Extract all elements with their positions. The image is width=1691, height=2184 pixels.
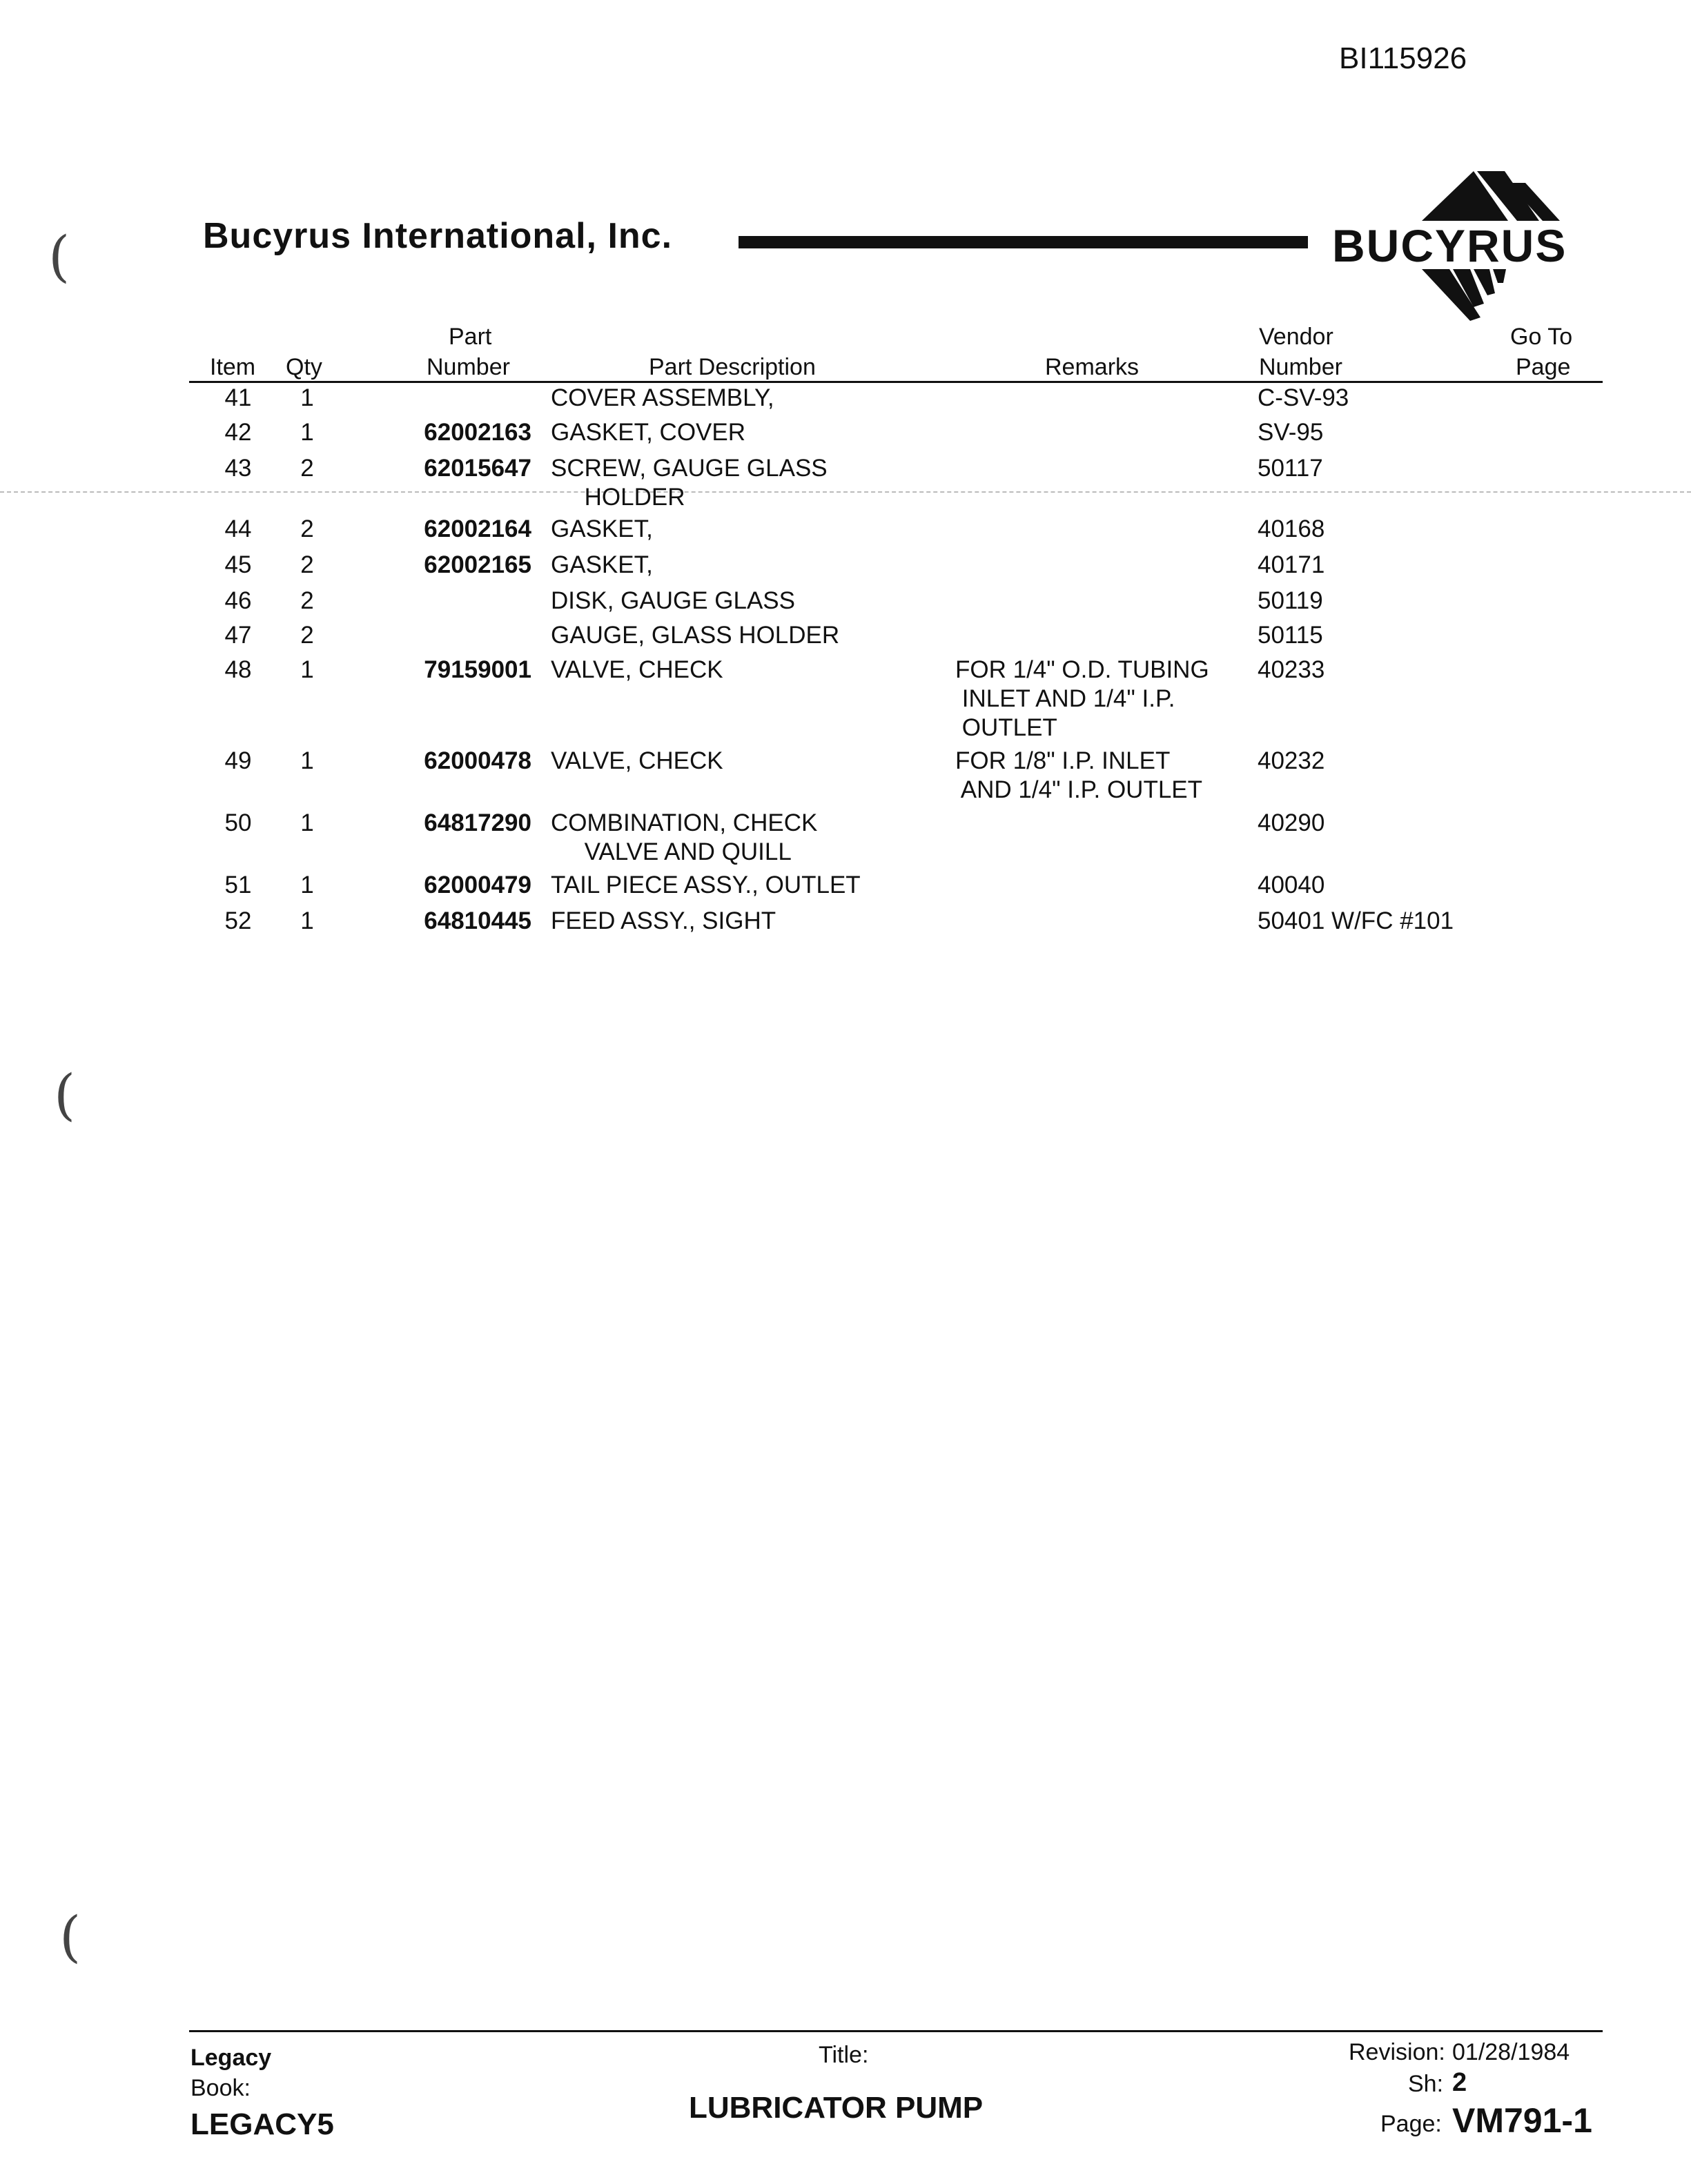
row-part-number: 79159001 — [424, 656, 531, 683]
row-vendor-number: 40040 — [1258, 872, 1325, 898]
footer-revision-label: Revision: — [1349, 2039, 1445, 2065]
row-qty: 1 — [300, 872, 314, 898]
row-item: 48 — [224, 656, 252, 683]
row-vendor-number: C-SV-93 — [1258, 384, 1349, 411]
row-description: VALVE, CHECK — [551, 747, 723, 774]
row-part-number: 64810445 — [424, 907, 531, 934]
col-header-goto-bottom: Page — [1516, 354, 1571, 380]
row-part-number: 62000478 — [424, 747, 531, 774]
row-description: GASKET, — [551, 551, 653, 578]
footer-rule — [189, 2030, 1603, 2032]
row-description: SCREW, GAUGE GLASS HOLDER — [551, 455, 828, 511]
row-part-number: 62000479 — [424, 872, 531, 898]
row-vendor-number: SV-95 — [1258, 419, 1324, 446]
punch-hole-mark: ( — [59, 1905, 81, 1969]
row-description: GASKET, — [551, 515, 653, 542]
row-item: 51 — [224, 872, 252, 898]
row-vendor-number: 40232 — [1258, 747, 1325, 774]
logo-wordmark: BUCYRUS — [1332, 220, 1567, 271]
row-vendor-number: 40233 — [1258, 656, 1325, 683]
row-qty: 2 — [300, 622, 314, 649]
row-qty: 1 — [300, 656, 314, 683]
footer-book-value: LEGACY5 — [190, 2107, 334, 2141]
row-part-number: 64817290 — [424, 809, 531, 836]
col-header-part-top: Part — [449, 324, 492, 350]
row-description: VALVE, CHECK — [551, 656, 723, 683]
row-item: 42 — [224, 419, 252, 446]
row-part-number: 62002165 — [424, 551, 531, 578]
row-item: 41 — [224, 384, 252, 411]
row-part-number: 62002163 — [424, 419, 531, 446]
col-header-remarks: Remarks — [1045, 354, 1140, 380]
row-remarks: FOR 1/8" I.P. INLET AND 1/4" I.P. OUTLET — [955, 747, 1203, 803]
row-qty: 2 — [300, 587, 314, 614]
row-part-number: 62002164 — [424, 515, 531, 542]
row-item: 43 — [224, 455, 252, 482]
row-vendor-number: 50119 — [1258, 587, 1323, 614]
footer-page-value: VM791-1 — [1452, 2101, 1592, 2140]
row-description: TAIL PIECE ASSY., OUTLET — [551, 872, 861, 898]
row-qty: 1 — [300, 384, 314, 411]
col-header-vendor-top: Vendor — [1259, 324, 1333, 350]
col-header-goto-top: Go To — [1510, 324, 1573, 350]
row-qty: 2 — [300, 515, 314, 542]
row-item: 52 — [224, 907, 252, 934]
col-header-part-bottom: Number — [427, 354, 510, 380]
row-item: 45 — [224, 551, 252, 578]
col-header-vendor-bottom: Number — [1259, 354, 1342, 380]
row-description: DISK, GAUGE GLASS — [551, 587, 795, 614]
footer-revision-value: 01/28/1984 — [1452, 2039, 1570, 2065]
company-name: Bucyrus International, Inc. — [203, 216, 673, 256]
col-header-description: Part Description — [649, 354, 816, 380]
row-item: 44 — [224, 515, 252, 542]
bucyrus-logo — [1332, 166, 1594, 324]
row-vendor-number: 50117 — [1258, 455, 1323, 482]
row-description: GASKET, COVER — [551, 419, 746, 446]
row-item: 47 — [224, 622, 252, 649]
row-item: 49 — [224, 747, 252, 774]
table-header-rule — [189, 381, 1603, 383]
row-part-number: 62015647 — [424, 455, 531, 482]
row-description: GAUGE, GLASS HOLDER — [551, 622, 840, 649]
punch-hole-mark: ( — [48, 224, 70, 288]
footer-sheet-value: 2 — [1452, 2068, 1467, 2097]
row-qty: 1 — [300, 419, 314, 446]
punch-hole-mark: ( — [54, 1063, 76, 1127]
row-item: 46 — [224, 587, 252, 614]
footer-title-label: Title: — [819, 2042, 869, 2068]
row-qty: 2 — [300, 551, 314, 578]
footer-legacy-label: Legacy — [190, 2045, 272, 2071]
col-header-item: Item — [210, 354, 256, 380]
row-qty: 1 — [300, 747, 314, 774]
footer-title-value: LUBRICATOR PUMP — [689, 2091, 984, 2125]
footer-book-label: Book: — [190, 2075, 251, 2101]
col-header-qty: Qty — [286, 354, 322, 380]
row-description: FEED ASSY., SIGHT — [551, 907, 776, 934]
row-description: COVER ASSEMBLY, — [551, 384, 774, 411]
row-remarks: FOR 1/4" O.D. TUBING INLET AND 1/4" I.P. OUTLET — [955, 656, 1209, 741]
footer-page-label: Page: — [1380, 2111, 1442, 2137]
row-qty: 2 — [300, 455, 314, 482]
row-vendor-number: 40290 — [1258, 809, 1325, 836]
row-vendor-number: 40168 — [1258, 515, 1325, 542]
row-description: COMBINATION, CHECK VALVE AND QUILL — [551, 809, 818, 865]
row-qty: 1 — [300, 809, 314, 836]
row-vendor-number: 50401 W/FC #101 — [1258, 907, 1454, 934]
row-qty: 1 — [300, 907, 314, 934]
row-vendor-number: 50115 — [1258, 622, 1323, 649]
row-vendor-number: 40171 — [1258, 551, 1325, 578]
document-id: BI115926 — [1339, 41, 1467, 75]
header-rule — [739, 236, 1308, 248]
footer-sheet-label: Sh: — [1408, 2071, 1444, 2097]
row-item: 50 — [224, 809, 252, 836]
